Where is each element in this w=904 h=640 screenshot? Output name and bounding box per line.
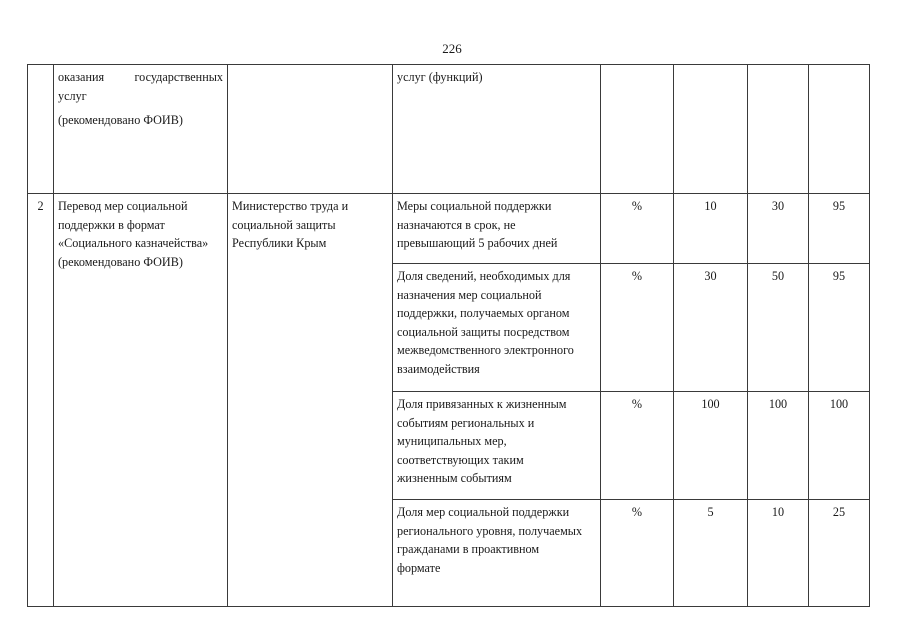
indicator-line: Доля привязанных к жизненным xyxy=(397,397,567,411)
cell-unit-empty xyxy=(601,65,674,194)
measure-line: оказания государственных xyxy=(58,70,223,84)
measure-line: (рекомендовано ФОИВ) xyxy=(58,254,183,269)
cell-unit: % xyxy=(601,392,674,500)
cell-unit: % xyxy=(601,500,674,607)
indicator-line: соответствующих таким xyxy=(397,452,524,467)
indicator-line: межведомственного электронного xyxy=(397,343,574,357)
executor-line: Республики Крым xyxy=(232,236,327,250)
cell-value-empty xyxy=(674,65,748,194)
indicator-line: Меры социальной поддержки xyxy=(397,199,552,213)
indicator-line: социальной защиты посредством xyxy=(397,324,570,339)
page-number: 226 xyxy=(442,41,462,56)
cell-value-2: 100 xyxy=(748,392,809,500)
table-row-continuation xyxy=(28,65,870,194)
indicator-line: Доля мер социальной поддержки xyxy=(397,505,570,519)
cell-value-3: 25 xyxy=(809,500,870,607)
table-row xyxy=(28,194,870,264)
cell-unit: % xyxy=(601,194,674,264)
cell-measure xyxy=(54,194,228,607)
indicator-line: превышающий 5 рабочих дней xyxy=(397,236,558,250)
cell-indicator-continued xyxy=(393,65,601,194)
indicator-line: назначаются в срок, не xyxy=(397,217,516,232)
indicator-line: услуг (функций) xyxy=(397,70,483,84)
indicator-line: назначения мер социальной xyxy=(397,287,542,302)
cell-value-3: 95 xyxy=(809,194,870,264)
indicator-line: жизненным событиям xyxy=(397,471,512,485)
measures-table xyxy=(27,64,870,607)
cell-value-1: 10 xyxy=(674,194,748,264)
cell-value-1: 30 xyxy=(674,264,748,392)
cell-executor xyxy=(228,194,393,607)
cell-indicator xyxy=(393,500,601,607)
indicator-line: регионального уровня, получаемых xyxy=(397,523,583,538)
measure-line: «Социального казначейства» xyxy=(58,236,209,250)
cell-value-3: 100 xyxy=(809,392,870,500)
cell-measure-continued xyxy=(54,65,228,194)
cell-indicator xyxy=(393,194,601,264)
indicator-line: Доля сведений, необходимых для xyxy=(397,269,571,283)
cell-row-number: 2 xyxy=(28,194,54,607)
cell-value-2: 50 xyxy=(748,264,809,392)
cell-num-empty xyxy=(28,65,54,194)
measure-line: услуг xyxy=(58,88,87,103)
indicator-line: взаимодействия xyxy=(397,361,480,376)
measure-line: поддержки в формат xyxy=(58,217,165,232)
measure-line: Перевод мер социальной xyxy=(58,199,188,213)
cell-value-empty xyxy=(809,65,870,194)
indicator-line: событиям региональных и xyxy=(397,415,535,430)
indicator-line: поддержки, получаемых органом xyxy=(397,306,570,320)
cell-indicator xyxy=(393,392,601,500)
cell-value-empty xyxy=(748,65,809,194)
executor-line: Министерство труда и xyxy=(232,199,349,213)
cell-value-2: 10 xyxy=(748,500,809,607)
measure-line: (рекомендовано ФОИВ) xyxy=(58,113,183,127)
cell-value-1: 100 xyxy=(674,392,748,500)
cell-value-2: 30 xyxy=(748,194,809,264)
indicator-line: муниципальных мер, xyxy=(397,434,507,448)
cell-value-3: 95 xyxy=(809,264,870,392)
cell-value-1: 5 xyxy=(674,500,748,607)
cell-executor-empty xyxy=(228,65,393,194)
indicator-line: формате xyxy=(397,560,441,575)
indicator-line: гражданами в проактивном xyxy=(397,542,540,556)
cell-indicator xyxy=(393,264,601,392)
executor-line: социальной защиты xyxy=(232,217,336,232)
cell-unit: % xyxy=(601,264,674,392)
